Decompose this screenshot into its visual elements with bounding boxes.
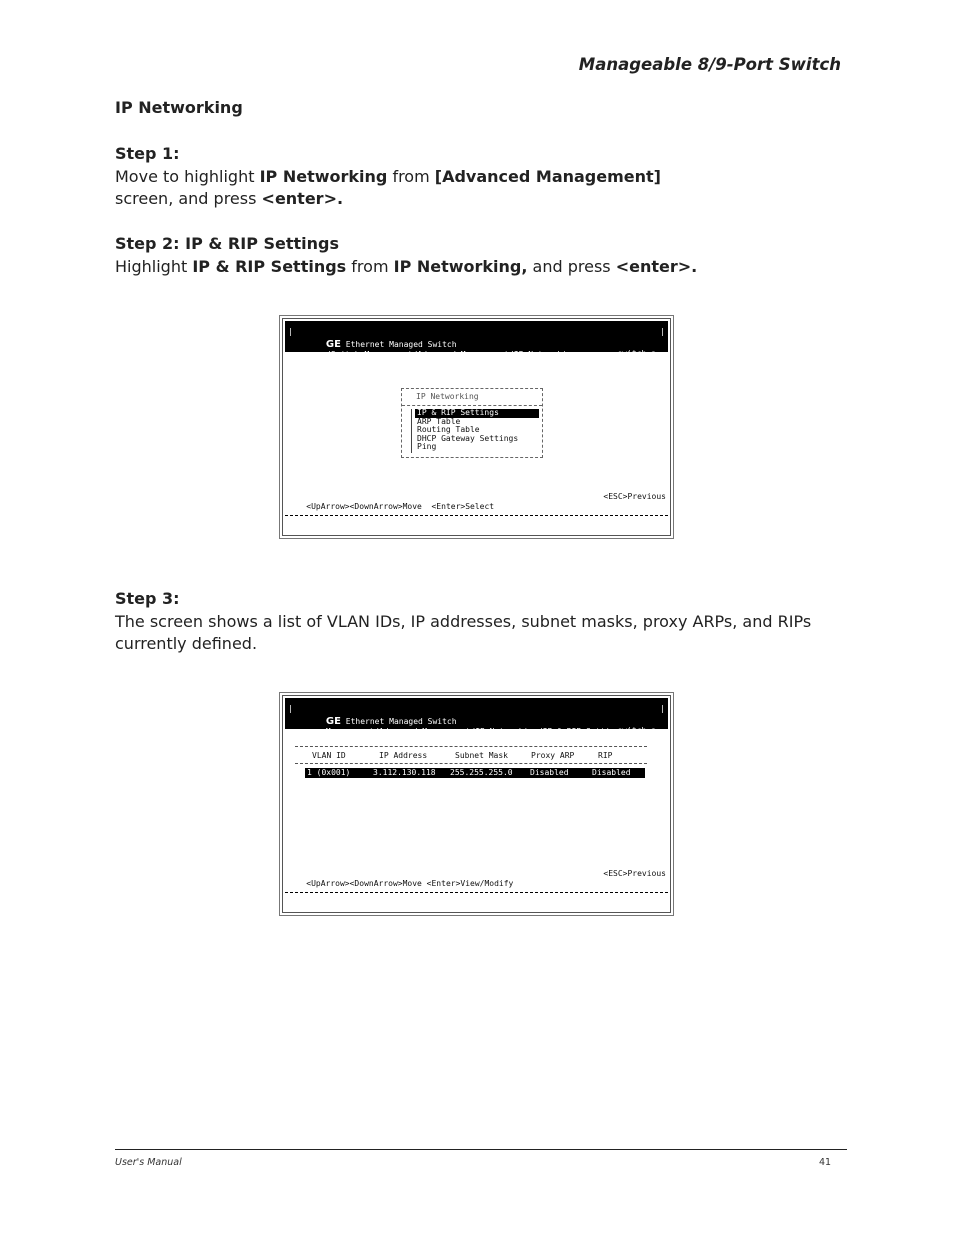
step2-heading: Step 2: IP & RIP Settings: [115, 234, 340, 253]
menu-item-dhcp-gateway-settings[interactable]: DHCP Gateway Settings: [417, 433, 519, 443]
terminal-title-bar: | | GE Ethernet Managed Switch switch_a /Switch Management/Advanced Management/IP Networking admin: [285, 321, 668, 352]
menu-item-routing-table[interactable]: Routing Table: [417, 425, 480, 434]
col-subnet-mask: Subnet Mask: [455, 751, 508, 760]
col-rip: RIP: [598, 751, 613, 760]
menu-item-arp-table[interactable]: ARP Table: [417, 416, 461, 426]
ip-settings-table: [295, 746, 647, 782]
ip-networking-menu: [401, 388, 543, 458]
section-title: IP Networking: [115, 98, 243, 117]
host-name: switch_a: [617, 726, 656, 735]
terminal-title-bar: | | GE Ethernet Managed Switch switch_a Management/Advanced Management/IP Networking/IP & RIP Settings admin: [285, 698, 668, 729]
host-name: switch_a: [617, 349, 656, 358]
footer-manual-label: User's Manual: [115, 1157, 182, 1168]
cell-subnet-mask: 255.255.255.0: [450, 768, 513, 777]
menu-item-ip-rip-settings[interactable]: IP & RIP Settings: [415, 409, 539, 418]
ge-logo: GE: [325, 716, 341, 727]
terminal-footer: [287, 492, 666, 532]
page-number: 41: [819, 1157, 832, 1168]
menu-title: IP Networking: [416, 392, 479, 401]
footer-keys: <UpArrow><DownArrow>Move <Enter>Select: [306, 502, 495, 511]
step2-line: Highlight IP & RIP Settings from IP Networking, and press <enter>.: [115, 256, 698, 276]
step1-heading: Step 1:: [115, 144, 180, 163]
step1-line1: Move to highlight IP Networking from [Advanced Management]: [115, 166, 661, 186]
user-name: admin: [631, 736, 656, 745]
footer-escape: <ESC>Previous: [603, 869, 666, 878]
step3-heading: Step 3:: [115, 589, 180, 608]
step1-block: [115, 143, 661, 211]
app-name: Ethernet Managed Switch: [345, 717, 457, 726]
cell-vlan-id: 1 (0x001): [307, 768, 351, 777]
cell-ip-address: 3.112.130.118: [373, 768, 436, 777]
step2-block: [115, 233, 697, 278]
terminal-footer: [287, 869, 666, 909]
terminal-screenshot-ip-rip-settings: [282, 695, 671, 913]
step3-block: [115, 588, 811, 656]
table-row[interactable]: [305, 768, 645, 778]
user-name: admin: [631, 359, 656, 368]
footer-rule: [115, 1149, 847, 1150]
cell-proxy-arp: Disabled: [530, 768, 569, 777]
col-ip-address: IP Address: [379, 751, 428, 760]
cell-rip: Disabled: [592, 768, 631, 777]
footer-escape: <ESC>Previous: [603, 492, 666, 501]
step3-text-2: currently defined.: [115, 634, 258, 653]
step3-text-1: The screen shows a list of VLAN IDs, IP addresses, subnet masks, proxy ARPs, and RIPs: [115, 611, 812, 631]
running-header: Manageable 8/9-Port Switch: [578, 55, 841, 74]
footer-keys: <UpArrow><DownArrow>Move <Enter>View/Modify: [306, 879, 514, 888]
menu-item-ping[interactable]: Ping: [417, 442, 437, 451]
col-vlan-id: VLAN ID: [312, 751, 346, 760]
table-header-row: [295, 751, 647, 761]
menu-path: Management/Advanced Management/IP Networking/IP & RIP Settings: [325, 727, 625, 736]
col-proxy-arp: Proxy ARP: [531, 751, 575, 760]
step1-line2: screen, and press <enter>.: [115, 189, 344, 208]
app-name: Ethernet Managed Switch: [345, 340, 457, 349]
ge-logo: GE: [325, 339, 341, 350]
terminal-screenshot-ip-networking: [282, 318, 671, 536]
menu-path: /Switch Management/Advanced Management/IP Networking: [325, 350, 577, 359]
